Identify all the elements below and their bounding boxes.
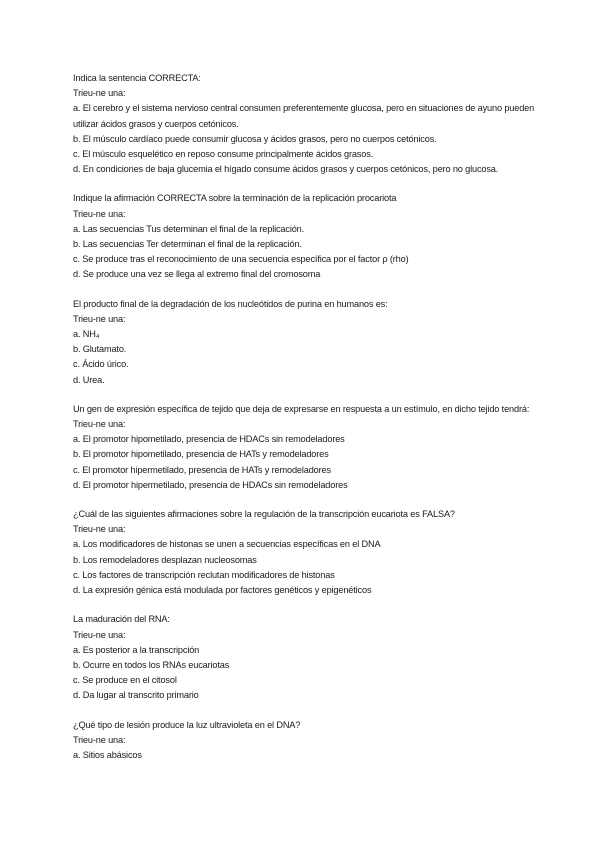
question-6 — [73, 612, 543, 703]
question-2 — [73, 191, 543, 282]
question-prompt: Trieu-ne una: — [73, 88, 126, 99]
question-7 — [73, 718, 543, 764]
answer-option-d[interactable]: d. Urea. — [73, 374, 105, 385]
answer-option-a[interactable]: a. El promotor hipometilado, presencia de HDACs sin remodeladores — [73, 434, 345, 445]
question-1 — [73, 71, 543, 177]
answer-option-b[interactable]: b. El promotor hipometilado, presencia de HATs y remodeladores — [73, 449, 329, 460]
question-stem: Indica la sentencia CORRECTA: — [73, 73, 201, 83]
answer-option-c[interactable]: c. El músculo esquelético en reposo consume principalmente ácidos grasos. — [73, 149, 374, 160]
answer-option-c[interactable]: c. El promotor hipermetilado, presencia de HATs y remodeladores — [73, 464, 331, 475]
question-prompt: Trieu-ne una: — [73, 419, 126, 430]
question-list — [73, 71, 543, 777]
question-stem: La maduración del RNA: — [73, 614, 170, 625]
answer-option-a[interactable]: a. Sitios abásicos — [73, 749, 142, 760]
question-prompt: Trieu-ne una: — [73, 629, 126, 640]
answer-option-a[interactable]: a. Es posterior a la transcripción — [73, 644, 200, 655]
question-prompt: Trieu-ne una: — [73, 524, 126, 535]
answer-option-c[interactable]: c. Se produce tras el reconocimiento de una secuencia específica por el factor ρ (rho) — [73, 254, 409, 265]
question-stem: Indique la afirmación CORRECTA sobre la terminación de la replicación procariota — [73, 193, 397, 204]
answer-option-c[interactable]: c. Se produce en el citosol — [73, 675, 177, 686]
answer-option-d[interactable]: d. Da lugar al transcrito primario — [73, 690, 199, 701]
answer-option-b[interactable]: b. El músculo cardíaco puede consumir glucosa y ácidos grasos, pero no cuerpos cetónicos. — [73, 133, 437, 144]
question-stem: El producto final de la degradación de los nucleótidos de purina en humanos es: — [73, 298, 388, 309]
answer-option-d[interactable]: d. La expresión génica está modulada por factores genéticos y epigenéticos — [73, 585, 372, 596]
question-3 — [73, 297, 543, 388]
answer-option-d[interactable]: d. En condiciones de baja glucemia el hígado consume ácidos grasos y cuerpos cetónicos, pero no glucosa. — [73, 164, 499, 175]
question-prompt: Trieu-ne una: — [73, 313, 126, 324]
question-stem: ¿Qué tipo de lesión produce la luz ultravioleta en el DNA? — [73, 719, 301, 730]
question-stem: ¿Cuál de las siguientes afirmaciones sobre la regulación de la transcripción eucariota es FALSA? — [73, 509, 455, 520]
answer-option-d[interactable]: d. El promotor hipermetilado, presencia de HDACs sin remodeladores — [73, 479, 348, 490]
answer-option-a[interactable]: a. Los modificadores de histonas se unen a secuencias específicas en el DNA — [73, 539, 381, 550]
question-4 — [73, 402, 543, 493]
question-5 — [73, 507, 543, 598]
question-stem: Un gen de expresión específica de tejido que deja de expresarse en respuesta a un estímulo, en dicho tejido tendrá: — [73, 403, 530, 414]
answer-option-b[interactable]: b. Los remodeladores desplazan nucleosomas — [73, 554, 257, 565]
answer-option-a[interactable]: a. Las secuencias Tus determinan el final de la replicación. — [73, 223, 305, 234]
question-prompt: Trieu-ne una: — [73, 734, 126, 745]
answer-option-c[interactable]: c. Ácido úrico. — [73, 359, 129, 370]
answer-option-d[interactable]: d. Se produce una vez se llega al extremo final del cromosoma — [73, 269, 321, 280]
answer-option-a[interactable]: a. El cerebro y el sistema nervioso central consumen preferentemente glucosa, pero en situaciones de ayuno pueden utilizar ácidos grasos y cuerpos cetónicos. — [73, 103, 535, 129]
question-prompt: Trieu-ne una: — [73, 208, 126, 219]
answer-option-b[interactable]: b. Ocurre en todos los RNAs eucariotas — [73, 659, 230, 670]
answer-option-c[interactable]: c. Los factores de transcripción reclutan modificadores de histonas — [73, 569, 335, 580]
answer-option-b[interactable]: b. Glutamato. — [73, 344, 127, 355]
answer-option-b[interactable]: b. Las secuencias Ter determinan el final de la replicación. — [73, 239, 302, 250]
answer-option-a[interactable]: a. NH₄ — [73, 329, 100, 340]
